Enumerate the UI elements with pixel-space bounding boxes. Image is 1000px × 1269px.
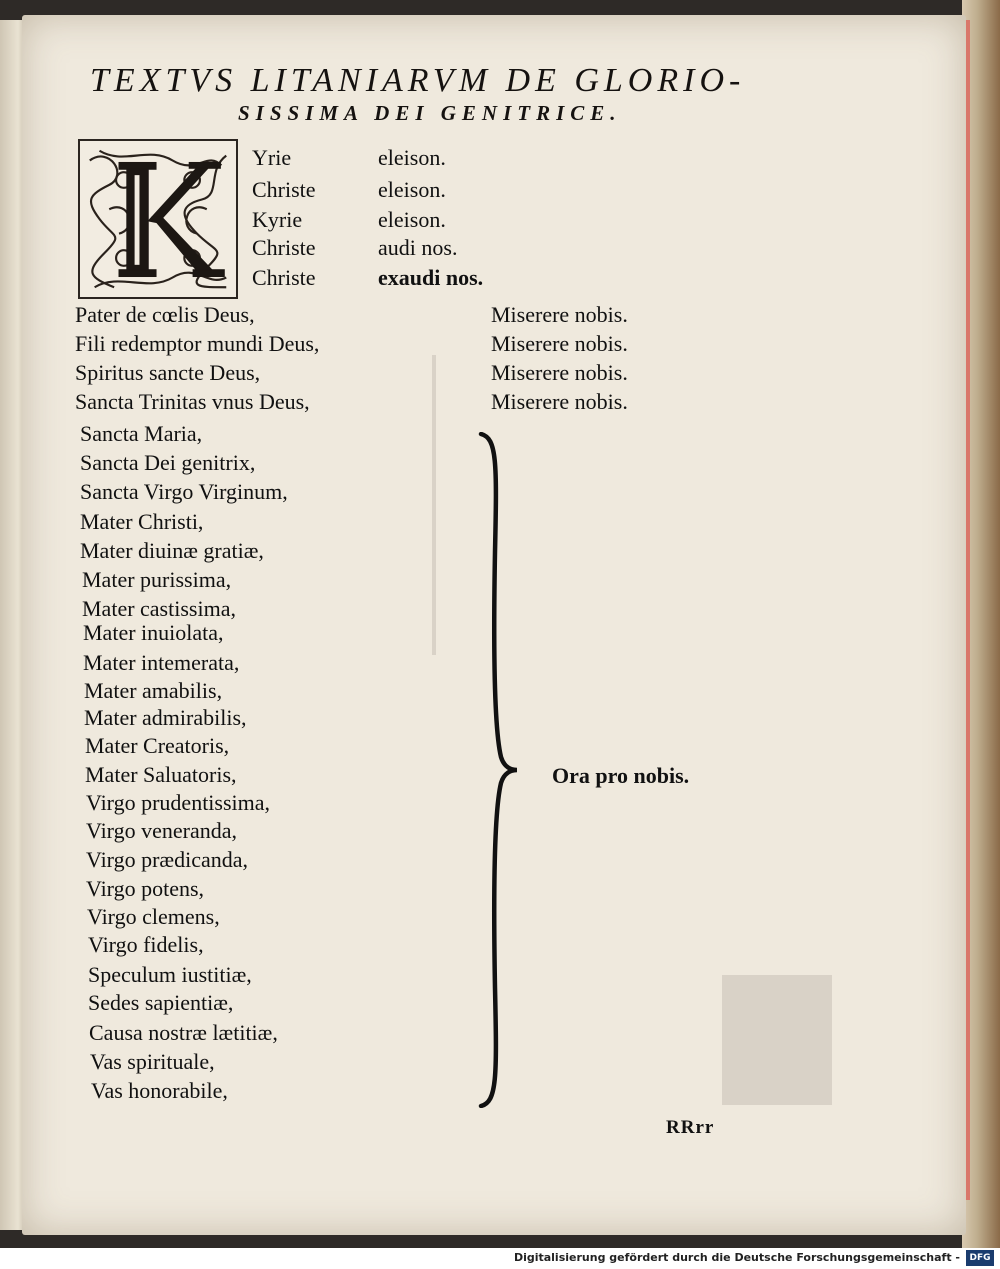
- title-item: Virgo veneranda,: [86, 818, 237, 843]
- invocation-4: Sancta Trinitas vnus Deus,: [75, 389, 310, 414]
- kyrie-line-1-a: Yrie: [252, 145, 292, 170]
- page-title-line2: SISSIMA DEI GENITRICE.: [238, 101, 622, 125]
- title-item: Virgo potens,: [86, 876, 205, 901]
- miserere-1: Miserere nobis.: [491, 302, 628, 327]
- dfg-logo-icon: DFG: [966, 1250, 994, 1266]
- kyrie-line-2-a: Christe: [252, 177, 316, 202]
- kyrie-line-5-b: exaudi nos.: [378, 265, 484, 290]
- title-item: Vas spirituale,: [90, 1049, 215, 1074]
- title-item: Virgo clemens,: [87, 904, 220, 929]
- ornate-initial-k-icon: [78, 139, 238, 299]
- title-item: Mater Saluatoris,: [85, 762, 237, 787]
- response-ora-pro-nobis: Ora pro nobis.: [552, 763, 690, 788]
- kyrie-line-1-b: eleison.: [378, 145, 446, 170]
- kyrie-line-4-a: Christe: [252, 235, 316, 260]
- title-item: Virgo prædicanda,: [86, 847, 249, 872]
- title-item: Virgo fidelis,: [88, 932, 204, 957]
- miserere-3: Miserere nobis.: [491, 360, 628, 385]
- title-item: Causa nostræ lætitiæ,: [89, 1020, 278, 1045]
- title-item: Sancta Maria,: [80, 421, 203, 446]
- kyrie-line-2-b: eleison.: [378, 177, 446, 202]
- title-item: Mater castissima,: [82, 596, 236, 621]
- signature-mark: RRrr: [666, 1117, 715, 1138]
- title-item: Virgo prudentissima,: [86, 790, 271, 815]
- title-item: Mater diuinæ gratiæ,: [80, 538, 264, 563]
- title-item: Mater amabilis,: [84, 678, 223, 703]
- title-item: Mater admirabilis,: [84, 705, 247, 730]
- title-item: Sedes sapientiæ,: [88, 990, 234, 1015]
- page-title-line1: TEXTVS LITANIARVM DE GLORIO-: [90, 62, 746, 99]
- footer-bar: [0, 1248, 1000, 1269]
- curly-brace-icon: [475, 432, 520, 1108]
- footer-credit: Digitalisierung gefördert durch die Deutsche Forschungsgemeinschaft -: [513, 1251, 960, 1264]
- title-item: Vas honorabile,: [91, 1078, 228, 1103]
- miserere-2: Miserere nobis.: [491, 331, 628, 356]
- title-item: Mater Creatoris,: [85, 733, 230, 758]
- kyrie-line-4-b: audi nos.: [378, 235, 458, 260]
- title-item: Sancta Virgo Virginum,: [80, 479, 288, 504]
- next-pages-edge: [962, 0, 1000, 1248]
- miserere-4: Miserere nobis.: [491, 389, 628, 414]
- kyrie-line-3-b: eleison.: [378, 207, 446, 232]
- title-item: Mater Christi,: [80, 509, 204, 534]
- kyrie-line-3-a: Kyrie: [252, 207, 303, 232]
- kyrie-line-5-a: Christe: [252, 265, 316, 290]
- title-item: Speculum iustitiæ,: [88, 962, 252, 987]
- invocation-2: Fili redemptor mundi Deus,: [75, 331, 320, 356]
- invocation-1: Pater de cœlis Deus,: [75, 302, 255, 327]
- title-item: Sancta Dei genitrix,: [80, 450, 256, 475]
- title-item: Mater purissima,: [82, 567, 232, 592]
- title-item: Mater inuiolata,: [83, 620, 224, 645]
- title-item: Mater intemerata,: [83, 650, 240, 675]
- invocation-3: Spiritus sancte Deus,: [75, 360, 261, 385]
